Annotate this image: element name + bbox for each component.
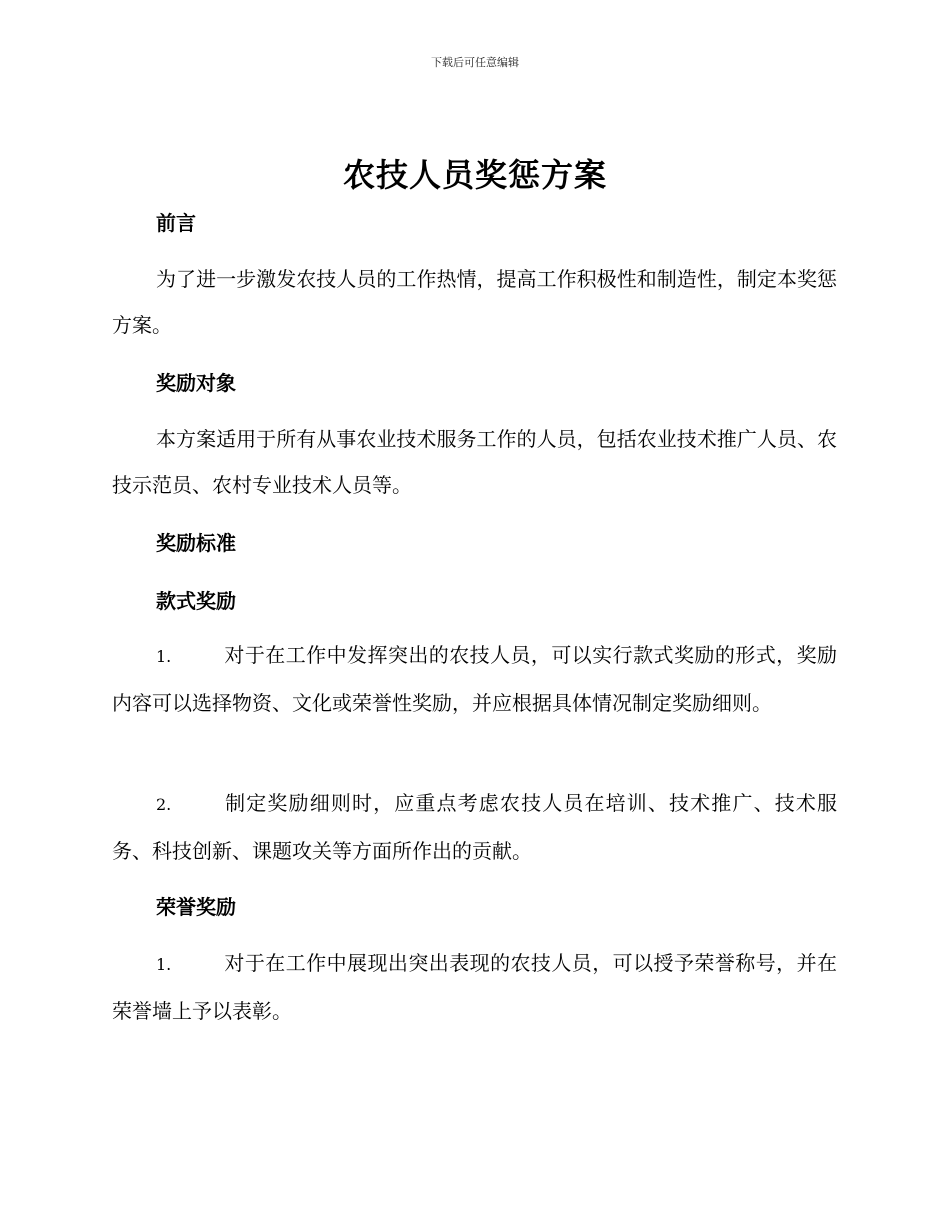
item-number: 2. bbox=[156, 795, 172, 814]
money-item-2 bbox=[112, 780, 837, 874]
honor-reward-heading: 荣誉奖励 bbox=[156, 895, 236, 919]
preface-heading: 前言 bbox=[156, 211, 196, 235]
preface-text: 为了进一步激发农技人员的工作热情，提高工作积极性和制造性，制定本奖惩方案。 bbox=[112, 267, 837, 337]
item-text: 对于在工作中发挥突出的农技人员，可以实行款式奖励的形式，奖励内容可以选择物资、文化或荣誉性奖励，并应根据具体情况制定奖励细则。 bbox=[112, 643, 837, 715]
item-text: 制定奖励细则时，应重点考虑农技人员在培训、技术推广、技术服务、科技创新、课题攻关等方面所作出的贡献。 bbox=[112, 791, 837, 863]
document-title: 农技人员奖惩方案 bbox=[342, 156, 607, 194]
target-text: 本方案适用于所有从事农业技术服务工作的人员，包括农业技术推广人员、农技示范员、农村专业技术人员等。 bbox=[112, 427, 837, 497]
honor-item-1 bbox=[112, 940, 837, 1034]
item-number: 1. bbox=[156, 955, 172, 974]
preface-paragraph bbox=[112, 256, 837, 348]
standard-heading: 奖励标准 bbox=[156, 531, 236, 555]
money-reward-heading: 款式奖励 bbox=[156, 589, 236, 613]
item-number: 1. bbox=[156, 647, 172, 666]
target-paragraph bbox=[112, 416, 837, 508]
target-heading: 奖励对象 bbox=[156, 371, 236, 395]
header-note: 下载后可任意编辑 bbox=[431, 56, 519, 69]
item-text: 对于在工作中展现出突出表现的农技人员，可以授予荣誉称号，并在荣誉墙上予以表彰。 bbox=[112, 951, 837, 1023]
money-item-1 bbox=[112, 632, 837, 726]
